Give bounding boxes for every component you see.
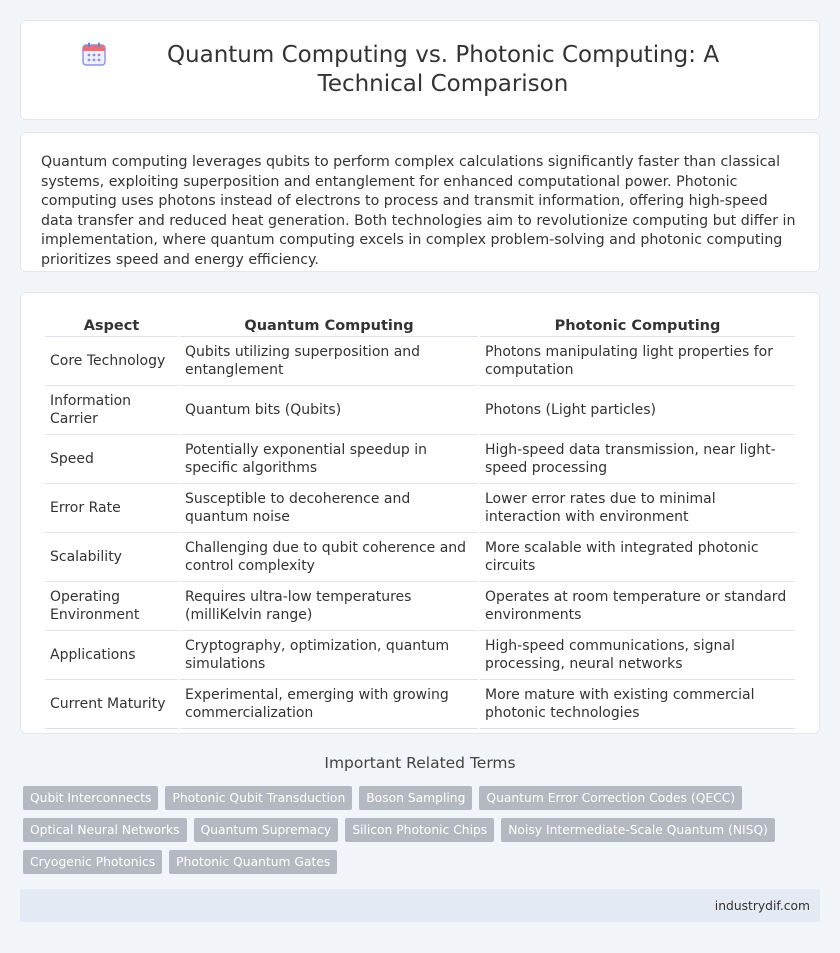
- intro-paragraph: Quantum computing leverages qubits to perform complex calculations significantly faster than classical systems, exploiting superposition and entanglement for enhanced computational power. Photonic computing uses photons instead of electrons to process and transmit information, offering high-speed data transfer and reduced heat generation. Both technologies aim to revolutionize computing but differ in implementation, where quantum computing excels in complex problem-solving and photonic computing prioritizes speed and energy efficiency.: [41, 154, 796, 268]
- table-row: [45, 386, 795, 435]
- related-terms-title: Important Related Terms: [324, 754, 516, 772]
- table-row: [45, 337, 795, 386]
- row-photonic: Photons manipulating light properties for computation: [480, 337, 795, 386]
- header-card: [20, 20, 820, 120]
- row-quantum: Quantum bits (Qubits): [180, 386, 478, 435]
- row-photonic: High-speed communications, signal processing, neural networks: [480, 631, 795, 680]
- row-quantum: Challenging due to qubit coherence and control complexity: [180, 533, 478, 582]
- footer-site-link[interactable]: industrydif.com: [714, 898, 810, 913]
- table-row: [45, 435, 795, 484]
- tag-silicon-photonic-chips[interactable]: Silicon Photonic Chips: [345, 818, 494, 842]
- table-row: [45, 582, 795, 631]
- tag-qecc[interactable]: Quantum Error Correction Codes (QECC): [479, 786, 742, 810]
- row-aspect: Speed: [45, 435, 178, 484]
- row-aspect: Information Carrier: [45, 386, 178, 435]
- tag-optical-neural-networks[interactable]: Optical Neural Networks: [23, 818, 187, 842]
- row-aspect: Current Maturity: [45, 680, 178, 729]
- calendar-icon: [81, 41, 107, 67]
- tag-qubit-interconnects[interactable]: Qubit Interconnects: [23, 786, 158, 810]
- tag-boson-sampling[interactable]: Boson Sampling: [359, 786, 472, 810]
- intro-card: [20, 132, 820, 272]
- row-photonic: More scalable with integrated photonic circuits: [480, 533, 795, 582]
- tag-nisq[interactable]: Noisy Intermediate-Scale Quantum (NISQ): [501, 818, 775, 842]
- header-quantum: Quantum Computing: [180, 313, 478, 337]
- row-quantum: Requires ultra-low temperatures (milliKelvin range): [180, 582, 478, 631]
- comparison-table: [43, 313, 797, 729]
- tag-quantum-supremacy[interactable]: Quantum Supremacy: [194, 818, 339, 842]
- comparison-table-card: [20, 292, 820, 734]
- row-photonic: More mature with existing commercial photonic technologies: [480, 680, 795, 729]
- header-aspect: Aspect: [45, 313, 178, 337]
- tag-photonic-qubit-transduction[interactable]: Photonic Qubit Transduction: [165, 786, 352, 810]
- page-title: Quantum Computing vs. Photonic Computing: A Technical Comparison: [166, 42, 720, 97]
- tag-cryogenic-photonics[interactable]: Cryogenic Photonics: [23, 850, 162, 874]
- row-aspect: Scalability: [45, 533, 178, 582]
- row-aspect: Core Technology: [45, 337, 178, 386]
- row-quantum: Cryptography, optimization, quantum simulations: [180, 631, 478, 680]
- related-terms-tags: [23, 786, 823, 874]
- table-header-row: [45, 313, 795, 337]
- row-photonic: Operates at room temperature or standard environments: [480, 582, 795, 631]
- table-row: [45, 680, 795, 729]
- row-aspect: Operating Environment: [45, 582, 178, 631]
- row-aspect: Applications: [45, 631, 178, 680]
- footer: [20, 889, 820, 922]
- tag-photonic-quantum-gates[interactable]: Photonic Quantum Gates: [169, 850, 337, 874]
- row-quantum: Susceptible to decoherence and quantum noise: [180, 484, 478, 533]
- row-quantum: Qubits utilizing superposition and entanglement: [180, 337, 478, 386]
- row-photonic: Lower error rates due to minimal interaction with environment: [480, 484, 795, 533]
- table-row: [45, 484, 795, 533]
- table-row: [45, 533, 795, 582]
- row-photonic: High-speed data transmission, near light-speed processing: [480, 435, 795, 484]
- row-quantum: Potentially exponential speedup in specific algorithms: [180, 435, 478, 484]
- row-quantum: Experimental, emerging with growing commercialization: [180, 680, 478, 729]
- table-row: [45, 631, 795, 680]
- row-photonic: Photons (Light particles): [480, 386, 795, 435]
- header-photonic: Photonic Computing: [480, 313, 795, 337]
- row-aspect: Error Rate: [45, 484, 178, 533]
